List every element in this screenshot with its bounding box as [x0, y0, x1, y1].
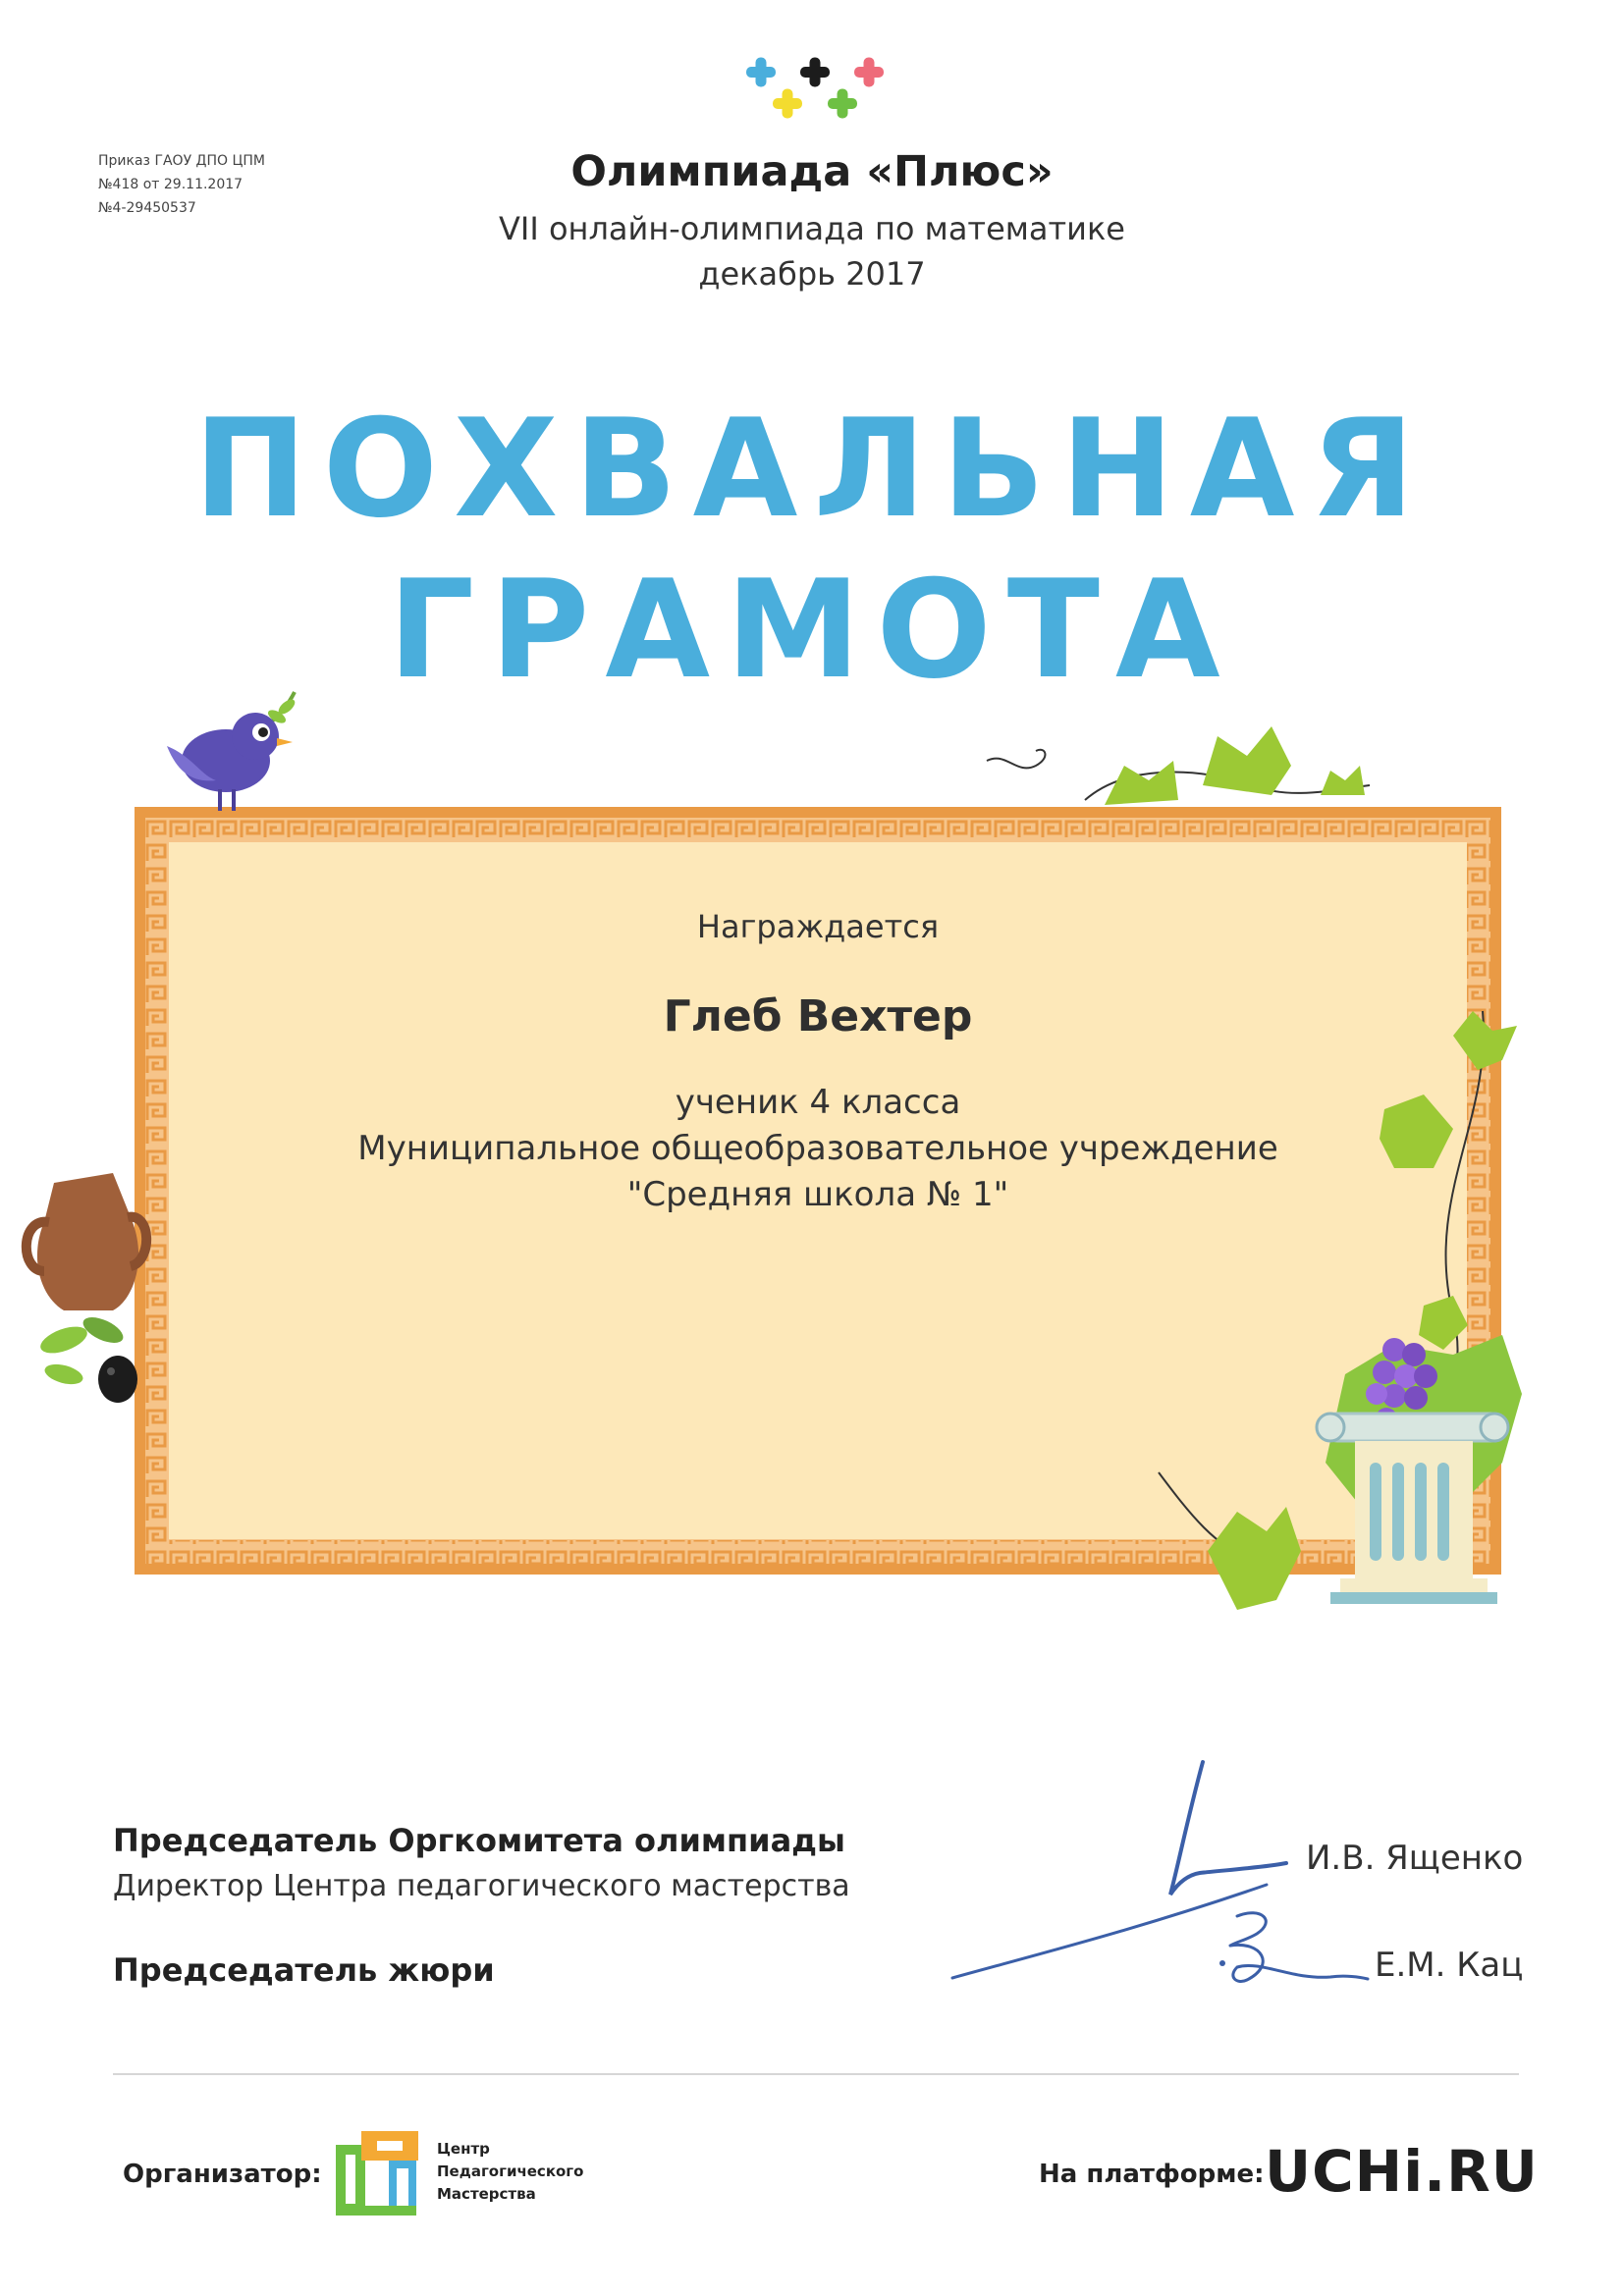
chair-title: Председатель Оргкомитета олимпиады [113, 1822, 845, 1859]
column-vine-grapes-icon [1129, 1001, 1581, 1629]
organizer-label: Организатор: [123, 2160, 322, 2189]
black-plus-icon [800, 58, 830, 87]
order-reference [98, 149, 353, 220]
amphora-olive-icon [15, 1163, 152, 1418]
olympiad-subtitle [419, 206, 1205, 296]
certificate-title-line2: ГРАМОТА [388, 551, 1236, 709]
olympiad-plus-logo [736, 57, 903, 155]
jury-title: Председатель жюри [113, 1951, 495, 1989]
order-line: Приказ ГАОУ ДПО ЦПМ [98, 153, 265, 169]
recipient-name: Глеб Вехтер [663, 991, 973, 1041]
bird-icon [157, 687, 304, 815]
awarded-label: Награждается [696, 908, 940, 945]
platform-label: На платформе: [1039, 2160, 1265, 2189]
organizer-name-line: Центр [437, 2140, 490, 2158]
organizer-name-line: Мастерства [437, 2185, 536, 2203]
certificate-title-line1: ПОХВАЛЬНАЯ [193, 390, 1431, 548]
signature-jury-icon [1203, 1906, 1370, 1995]
chair-subtitle: Директор Центра педагогического мастерства [113, 1869, 850, 1903]
order-line: №4-29450537 [98, 200, 196, 216]
yellow-plus-icon [773, 89, 802, 119]
olympiad-title: Олимпиада «Плюс» [570, 147, 1054, 196]
footer-divider [113, 2073, 1519, 2075]
vine-leaves-top-icon [977, 707, 1389, 825]
green-plus-icon [828, 89, 857, 119]
organizer-name [437, 2138, 583, 2206]
grade: ученик 4 класса [675, 1083, 961, 1122]
school-name: "Средняя школа № 1" [626, 1175, 1009, 1214]
jury-name: Е.М. Кац [1375, 1946, 1524, 1985]
school-type: Муниципальное общеобразовательное учреждение [357, 1129, 1278, 1168]
order-line: №418 от 29.11.2017 [98, 177, 244, 192]
uchi-ru-logo: UCHi.RU [1265, 2138, 1539, 2205]
chair-name: И.В. Ященко [1306, 1839, 1524, 1878]
cpm-logo-icon [332, 2125, 422, 2219]
pink-plus-icon [854, 58, 884, 87]
blue-plus-icon [746, 58, 776, 87]
olympiad-subtitle-line: VII онлайн-олимпиада по математике [499, 210, 1125, 247]
olympiad-date: декабрь 2017 [698, 255, 926, 293]
organizer-name-line: Педагогического [437, 2163, 584, 2180]
